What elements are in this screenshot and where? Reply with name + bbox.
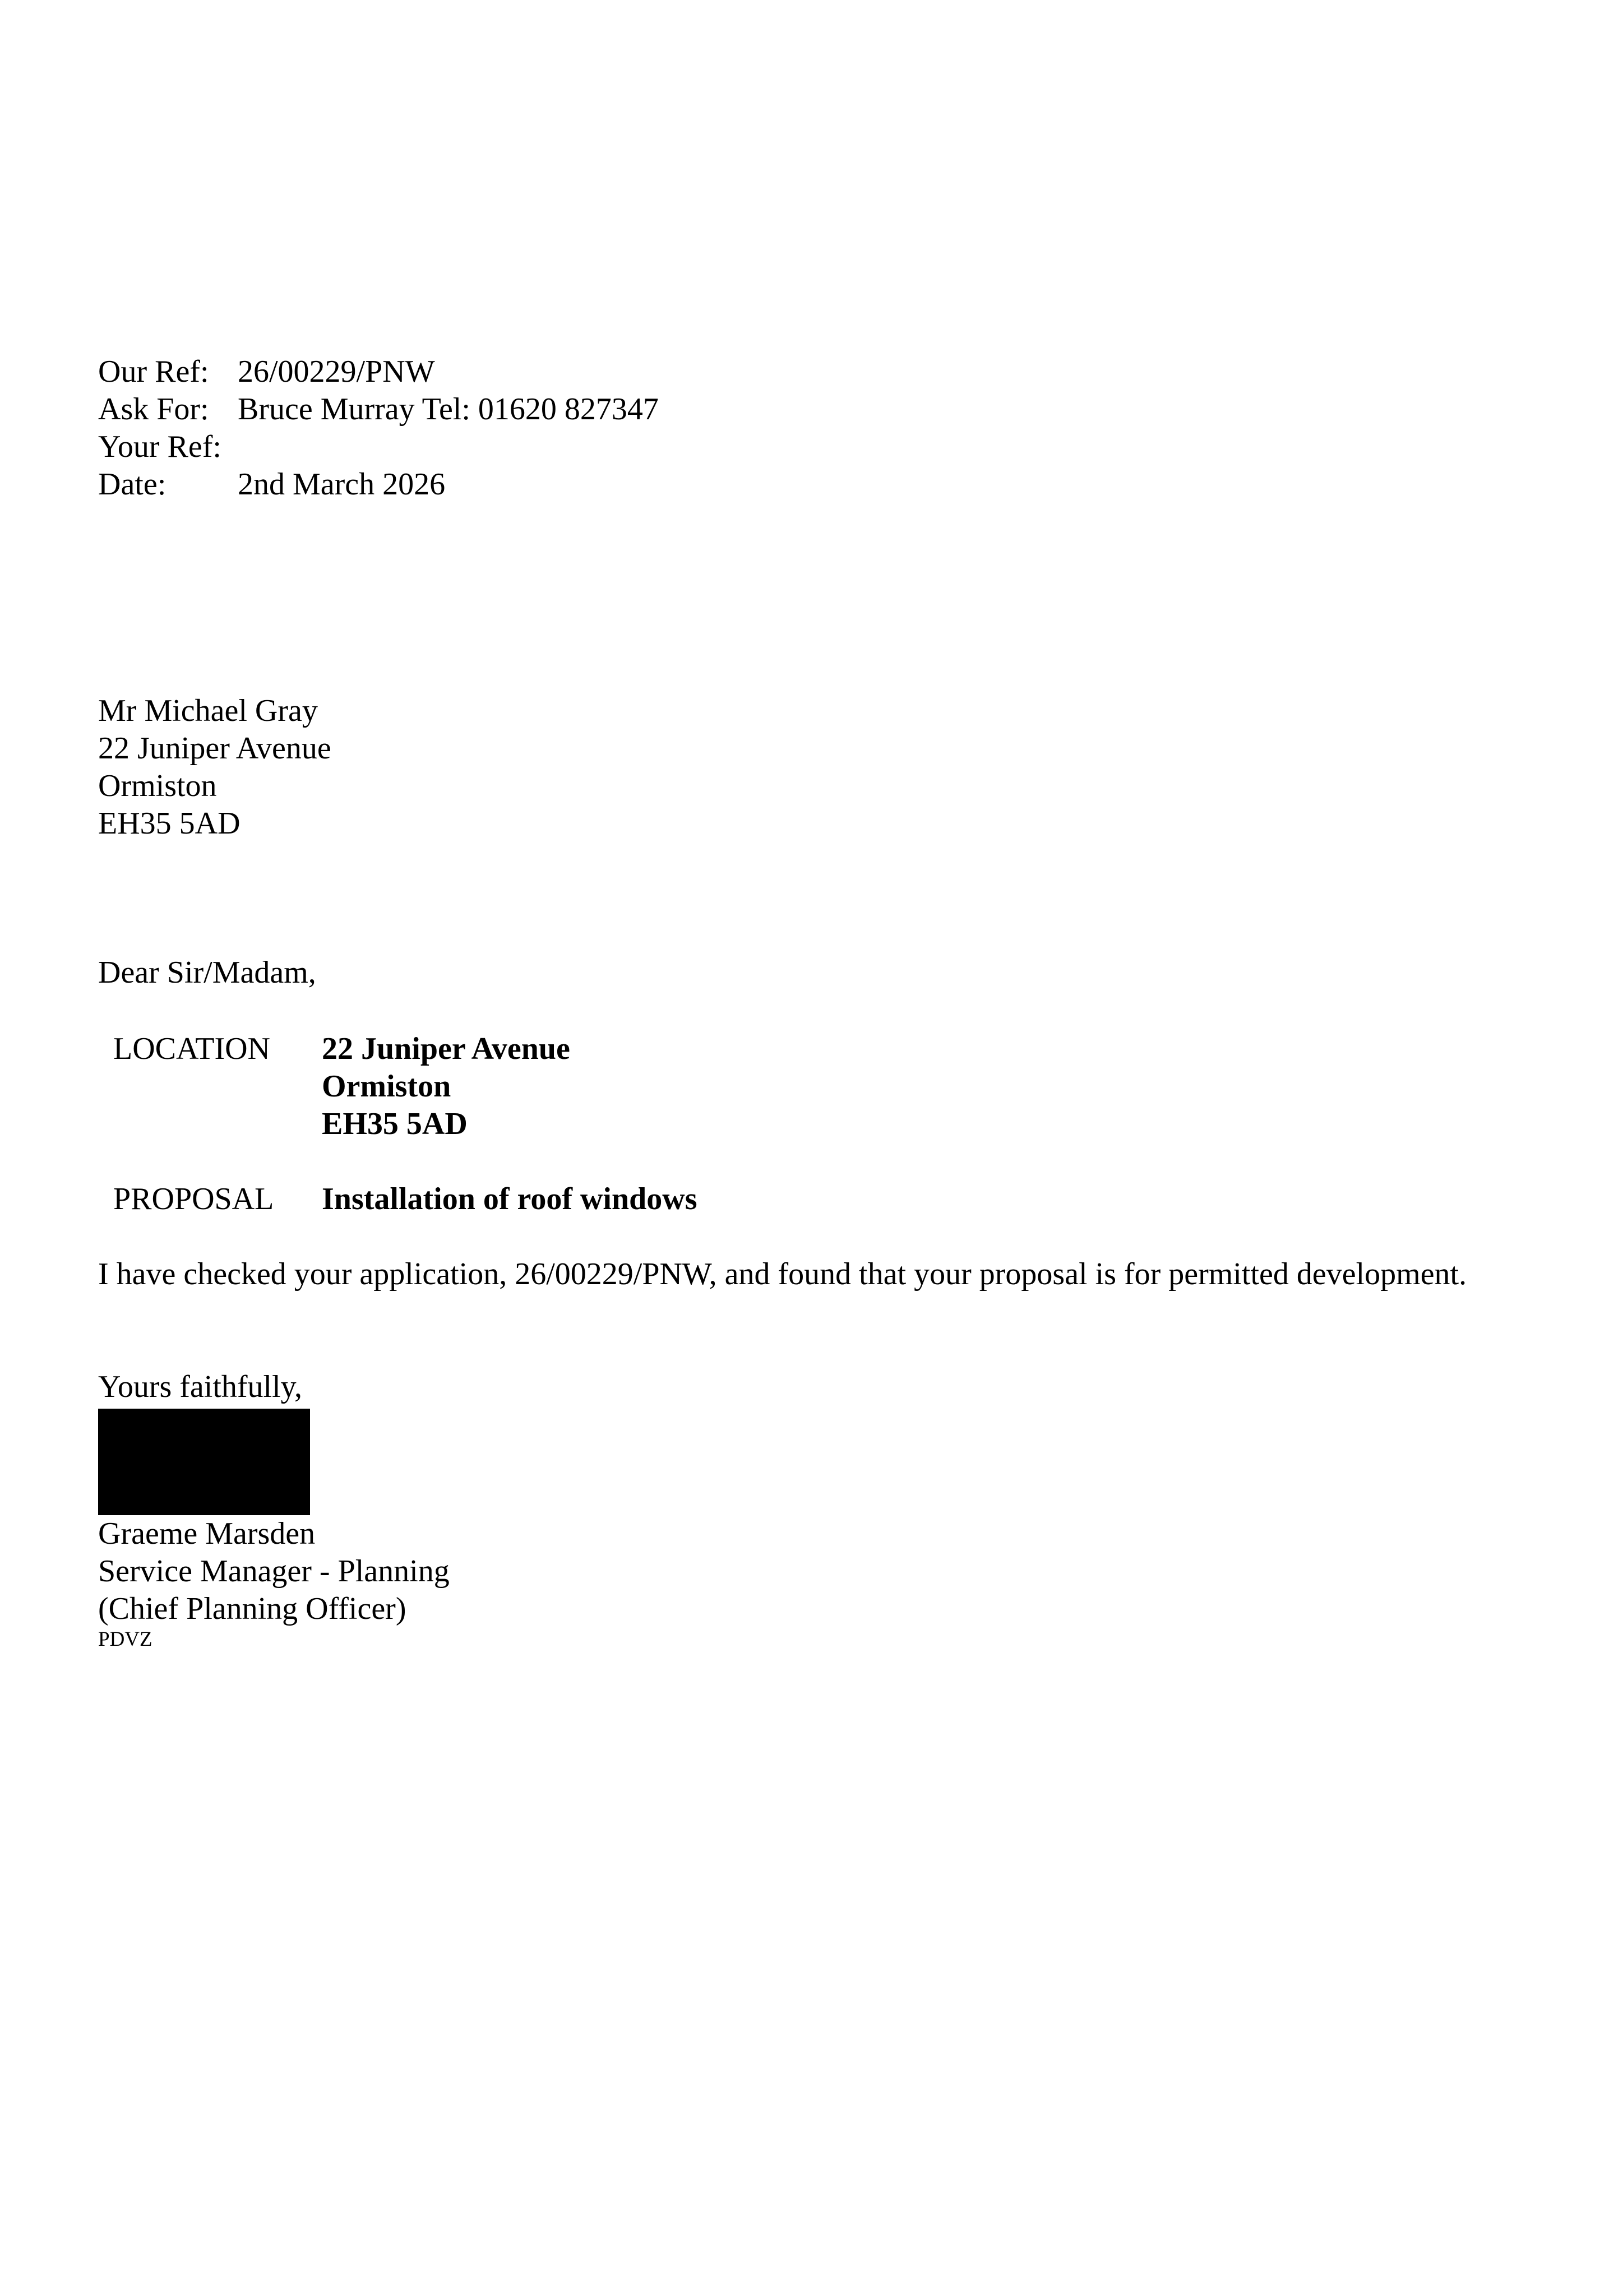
location-line1: 22 Juniper Avenue — [322, 1031, 570, 1066]
signatory-role: (Chief Planning Officer) — [98, 1591, 406, 1626]
signatory-title: Service Manager - Planning — [98, 1554, 450, 1589]
ask-for-label: Ask For: — [98, 392, 209, 427]
date-label: Date: — [98, 467, 167, 502]
our-ref-label: Our Ref: — [98, 354, 209, 389]
location-line2: Ormiston — [322, 1069, 451, 1104]
our-ref-value: 26/00229/PNW — [238, 354, 435, 389]
date-value: 2nd March 2026 — [238, 467, 446, 502]
salutation: Dear Sir/Madam, — [98, 955, 316, 990]
proposal-label: PROPOSAL — [113, 1182, 274, 1216]
footer-code: PDVZ — [98, 1628, 152, 1651]
decision-paragraph: I have checked your application, 26/00229/PNW, and found that your proposal is for permitted development. — [98, 1257, 1467, 1292]
recipient-name: Mr Michael Gray — [98, 693, 318, 728]
location-line3: EH35 5AD — [322, 1107, 468, 1141]
your-ref-label: Your Ref: — [98, 429, 221, 464]
redacted-signature — [98, 1409, 310, 1515]
signatory-name: Graeme Marsden — [98, 1516, 316, 1551]
recipient-address-line2: Ormiston — [98, 769, 217, 803]
recipient-address-line1: 22 Juniper Avenue — [98, 731, 331, 766]
location-label: LOCATION — [113, 1031, 270, 1066]
recipient-postcode: EH35 5AD — [98, 806, 241, 841]
ask-for-value: Bruce Murray Tel: 01620 827347 — [238, 392, 659, 427]
proposal-value: Installation of roof windows — [322, 1182, 697, 1216]
closing: Yours faithfully, — [98, 1369, 303, 1404]
